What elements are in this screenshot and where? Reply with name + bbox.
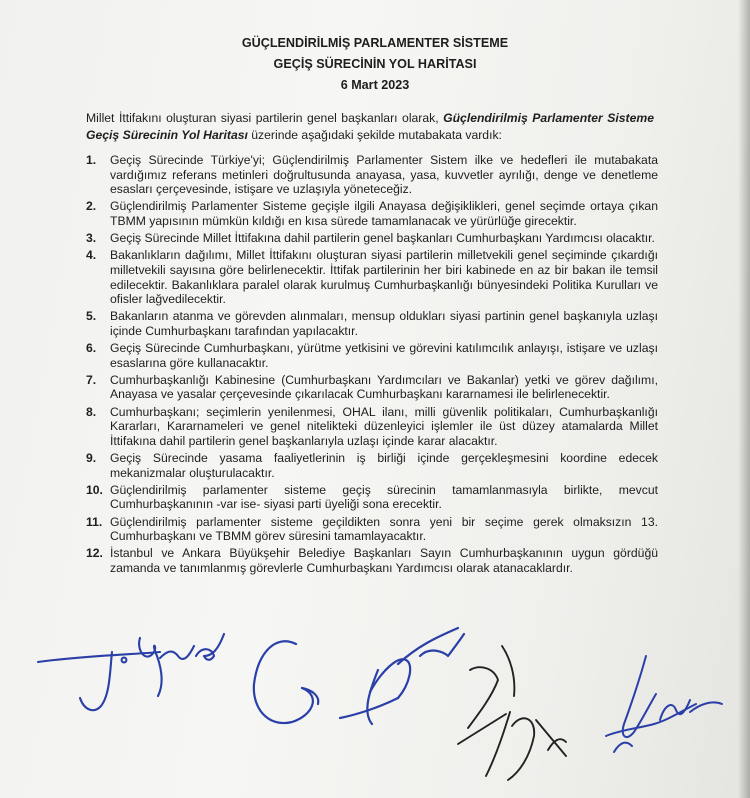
item-text: Bakanların atanma ve görevden alınmaları, mensup oldukları siyasi partinin genel başkanıyla uzlaşı içinde Cumhurbaşkanı tarafından yapılacaktır. [110,309,658,338]
item-text: Geçiş Sürecinde Cumhurbaşkanı, yürütme yetkisini ve görevini katılımcılık anlayışı, istişare ve uzlaşı esaslarına göre kullanacaktır. [110,341,658,370]
intro-paragraph [86,110,654,143]
item-text: Geçiş Sürecinde yasama faaliyetlerinin iş birliği içinde gerçekleşmesini koordine edecek mekanizmalar oluşturulacaktır. [110,451,658,480]
item-number: 1. [86,153,97,167]
intro-after: üzerinde aşağıdaki şekilde mutabakata vardık: [247,127,502,142]
agreement-item [86,405,658,449]
agreement-item [86,515,658,544]
signature-1 [38,634,224,710]
item-number: 6. [86,341,97,356]
agreement-item [86,231,658,246]
agreement-item [86,309,658,338]
item-text: Cumhurbaşkanı; seçimlerin yenilenmesi, OHAL ilanı, milli güvenlik politikaları, Cumhurbaşkanlığı Kararları, Kararnameleri ve genel nitelikteki düzenleyici işlemler ile üst düzey atamalarda Millet İttifakına dahil partilerin genel başkanlarıyla uzlaşı içinde karar alacaktır. [110,404,658,448]
item-number: 4. [86,248,97,263]
document-header [0,33,750,96]
agreement-item [86,199,658,228]
item-number: 3. [86,231,97,246]
item-number: 5. [86,309,97,324]
agreement-item [86,248,658,306]
item-text: Bakanlıkların dağılımı, Millet İttifakını oluşturan siyasi partilerin milletvekili genel seçiminde çıkardığı milletvekili sayısına göre belirlenecektir. İttifak partilerinin her biri kabinede en az bir bakan ile temsil edilecektir. Bakanlıklara paralel olarak kurulmuş Cumhurbaşkanlığı bünyesindeki Politika Kurulları ve ofisler lağvedilecektir. [110,248,658,307]
item-text: Güçlendirilmiş Parlamenter Sisteme geçişle ilgili Anayasa değişiklikleri, genel seçimde ortaya çıkan TBMM yapısının mümkün kıldığı en kısa sürede tamamlanacak ve yürürlüğe girecektir. [110,199,658,228]
agreement-item [86,483,658,512]
item-text: Geçiş Sürecinde Millet İttifakına dahil partilerin genel başkanları Cumhurbaşkanı Yardımcısı olacaktır. [110,231,655,246]
document-date: 6 Mart 2023 [340,78,410,92]
agreement-item [86,451,658,480]
agreement-items-list [86,153,658,578]
signatures-area [0,600,750,798]
signature-3 [458,646,566,780]
item-number: 8. [86,404,97,419]
agreement-item [86,546,658,575]
item-number: 11. [86,514,103,529]
item-number: 9. [86,451,97,466]
agreement-item [86,373,658,402]
item-number: 2. [86,199,97,214]
item-text: Cumhurbaşkanlığı Kabinesine (Cumhurbaşkanı Yardımcıları ve Bakanlar) yetki ve görev dağılımı, Anayasa ve yasalar çerçevesinde çıkarılacak Cumhurbaşkanı kararnamesi ile belirlenecektir. [110,372,658,402]
signature-4 [606,656,722,752]
document-title-line2: GEÇİŞ SÜRECİNİN YOL HARİTASI [273,57,477,71]
item-number: 7. [86,372,97,387]
item-number: 10. [86,482,103,497]
item-text: Güçlendirilmiş parlamenter sisteme geçiş sürecinin tamamlanmasıyla birlikte, mevcut Cumhurbaşkanının -var ise- siyasi parti üyeliği sona erecektir. [110,482,658,512]
item-text: Geçiş Sürecinde Türkiye'yi; Güçlendirilmiş Parlamenter Sistem ilke ve hedefleri ile mutabakata vardığımız referans metinleri doğrultusunda anayasa, yasa, kuvvetler ayrılığı, denge ve denetleme esasları çerçevesinde, istişare ve uzlaşıyla yöneteceğiz. [110,153,658,197]
item-number: 12. [86,546,103,561]
agreement-item [86,153,658,197]
item-text: İstanbul ve Ankara Büyükşehir Belediye Başkanları Sayın Cumhurbaşkanının uygun gördüğü zamanda ve tanımlanmış görevlerle Cumhurbaşkanı Yardımcısı olarak atanacaklardır. [110,546,658,575]
agreement-item [86,341,658,370]
intro-before: Millet İttifakını oluşturan siyasi partilerin genel başkanları olarak, [86,111,444,125]
signature-2 [254,628,464,724]
document-title-line1: GÜÇLENDİRİLMİŞ PARLAMENTER SİSTEME [241,36,509,50]
intro-emphasis: Güçlendirilmiş Parlamenter Sisteme Geçiş Sürecinin Yol Haritası [86,111,654,142]
item-text: Güçlendirilmiş parlamenter sisteme geçildikten sonra yeni bir seçime gerek olmaksızın 13. Cumhurbaşkanı ve TBMM görev süresini tamamlayacaktır. [110,514,658,544]
